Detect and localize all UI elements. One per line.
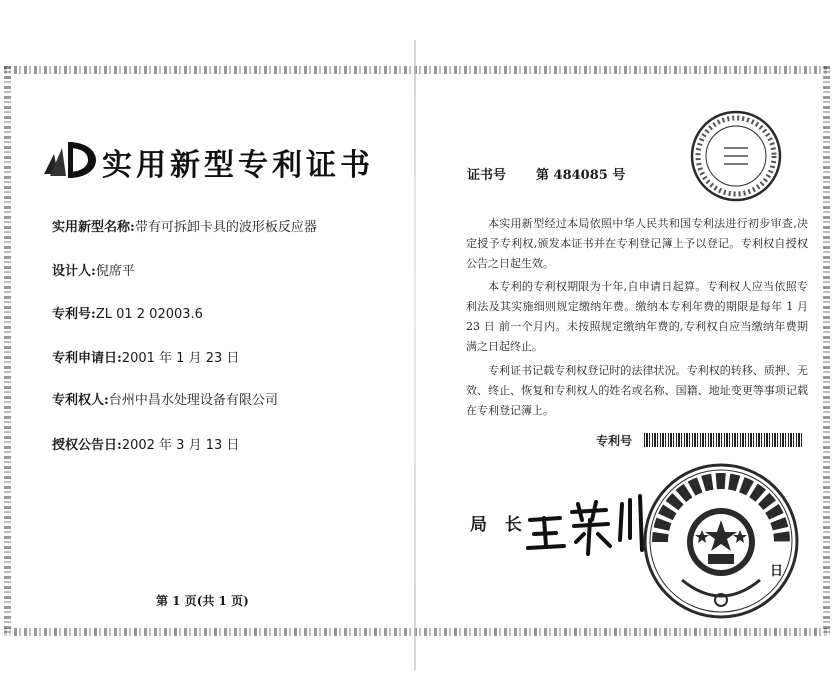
paragraph-term: 本专利的专利权期限为十年,自申请日起算。专利权人应当依照专利法及其实施细则规定缴纳年费。缴纳本专利年费的期限是每年 1 月 23 日 前一个月内。未按照规定缴纳年费的,专利权自应当缴纳年费期满之日起终止。 <box>466 280 808 353</box>
field-value: 台州中昌水处理设备有限公司 <box>108 393 278 408</box>
field-value: 2001 年 1 月 23 日 <box>121 351 240 366</box>
director-label: 局 长 <box>470 515 528 535</box>
field-value: 带有可拆卸卡具的波形板反应器 <box>134 220 317 235</box>
director-signature-icon <box>526 490 646 560</box>
field-label: 授权公告日: <box>52 438 122 453</box>
official-seal-icon <box>642 462 800 620</box>
paragraph-legal-status: 专利证书记载专利权登记时的法律状况。专利权的转移、质押、无效、终止、恢复和专利权人的姓名或名称、国籍、地址变更等事项记载在专利登记簿上。 <box>466 364 808 417</box>
decorative-border-bottom <box>4 628 830 636</box>
certificate-title: 实用新型专利证书 <box>102 148 374 183</box>
center-fold <box>414 40 416 670</box>
field-patentee <box>52 389 278 408</box>
patent-number-label: 专利号 <box>596 434 633 448</box>
field-label: 设计人: <box>52 264 96 279</box>
field-label: 专利权人: <box>52 393 109 408</box>
decorative-border-left <box>4 66 11 636</box>
decorative-border-right <box>823 66 830 636</box>
field-label: 实用新型名称: <box>52 220 135 235</box>
field-label: 专利号: <box>52 307 96 322</box>
patent-office-logo-icon <box>40 136 98 182</box>
field-label: 专利申请日: <box>52 351 122 366</box>
field-utility-model-name <box>52 216 317 235</box>
field-value: ZL 01 2 02003.6 <box>95 307 203 322</box>
decorative-border-top <box>4 66 830 74</box>
certificate-number-value: 第 484085 号 <box>536 168 626 183</box>
small-seal-icon <box>688 108 784 204</box>
field-designer <box>52 260 135 279</box>
field-grant-date <box>52 434 239 453</box>
field-patent-number <box>52 303 203 322</box>
issue-date-fragment: 日 <box>770 564 784 579</box>
paragraph-grant: 本实用新型经过本局依照中华人民共和国专利法进行初步审查,决定授予专利权,颁发本证书并在专利登记簿上予以登记。专利权自授权公告之日起生效。 <box>466 217 808 270</box>
barcode <box>644 433 804 447</box>
certificate-number <box>467 164 625 183</box>
field-application-date <box>52 347 239 366</box>
page-number: 第 1 页(共 1 页) <box>156 594 249 608</box>
certificate-number-label: 证书号 <box>467 168 507 183</box>
field-value: 2002 年 3 月 13 日 <box>121 438 240 453</box>
field-value: 倪席平 <box>95 264 135 279</box>
